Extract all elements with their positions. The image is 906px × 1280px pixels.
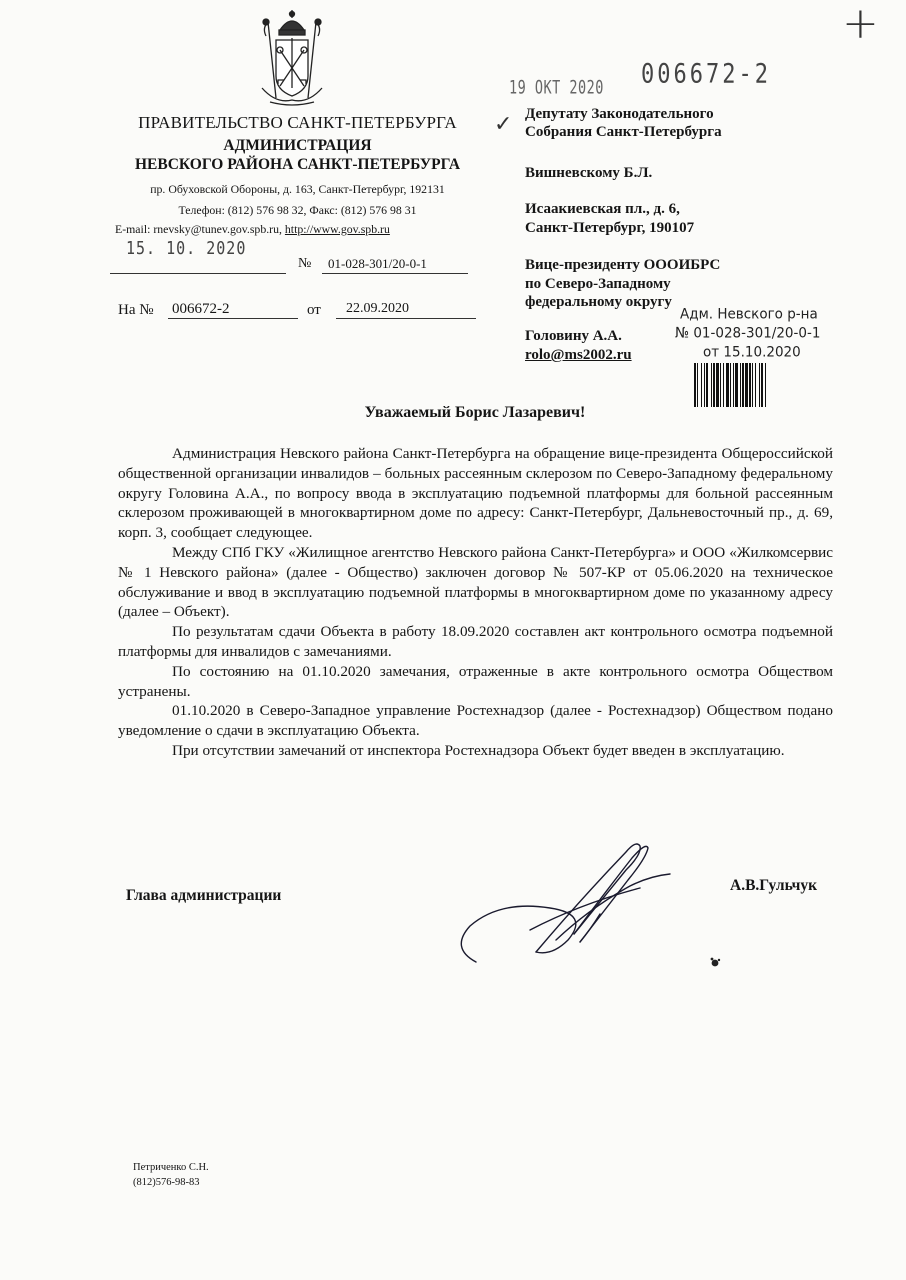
administration-subtitle: НЕВСКОГО РАЙОНА САНКТ-ПЕТЕРБУРГА	[134, 156, 461, 173]
body-paragraph: 01.10.2020 в Северо-Западное управление Ростехнадзор (далее - Ростехнадзор) Обществом подано уведомление о сдачи в эксплуатацию Объекта.	[118, 702, 833, 740]
incoming-date-stamp: 19 ОКТ 2020	[509, 77, 604, 99]
reference-underline	[168, 318, 298, 319]
vice-president-line3: федеральному округу	[525, 294, 672, 310]
registration-stamp-line3: от 15.10.2020	[703, 343, 801, 361]
body-paragraph: По состоянию на 01.10.2020 замечания, отраженные в акте контрольного осмотра Обществом устранены.	[118, 662, 833, 700]
sender-website-link[interactable]: http://www.gov.spb.ru	[284, 222, 390, 236]
reference-from-label: от	[307, 302, 321, 318]
coat-of-arms-icon	[258, 8, 326, 112]
vice-president-email-link[interactable]: rolo@ms2002.ru	[525, 347, 632, 363]
recipient-address-line1: Исаакиевская пл., д. 6,	[525, 201, 680, 217]
sender-phone-fax: Телефон: (812) 576 98 32, Факс: (812) 576 98 31	[178, 203, 417, 217]
ink-blot-icon	[708, 955, 722, 969]
registration-stamp-line1: Адм. Невского р-на	[680, 305, 818, 323]
vice-president-line2: по Северо-Западному	[525, 276, 671, 292]
registration-stamp-line2: № 01-028-301/20-0-1	[675, 324, 821, 342]
recipient-name: Вишневскому Б.Л.	[525, 165, 653, 181]
body-paragraph: Между СПб ГКУ «Жилищное агентство Невского района Санкт-Петербурга» и ООО «Жилкомсервис № 1 Невского района» (далее - Общество) заключен договор № 507-КР от 05.06.2020 на техническое обслуживание и ввод в эксплуатацию подъемной платформы в многоквартирном доме по указанному адресу (далее – Объект).	[118, 543, 833, 621]
outgoing-number-label: №	[298, 256, 312, 271]
barcode-icon	[693, 363, 825, 407]
email-prefix: E-mail:	[115, 222, 154, 236]
vice-president-line1: Вице-президенту ОООИБРС	[525, 257, 721, 273]
body-paragraph: При отсутствии замечаний от инспектора Ростехнадзора Объект будет введен в эксплуатацию.	[172, 741, 785, 759]
government-title: ПРАВИТЕЛЬСТВО САНКТ-ПЕТЕРБУРГА	[138, 113, 457, 132]
sender-email-line	[115, 222, 495, 237]
body-paragraph: Администрация Невского района Санкт-Петербурга на обращение вице-президента Общероссийской общественной организации инвалидов – больных рассеянным склерозом по Северо-Западному федеральному округу Головина А.А., по вопросу ввода в эксплуатацию подъемной платформы для больной рассеянным склерозом проживающей в многоквартирном доме по адресу: Санкт-Петербург, Дальневосточный пр., д. 69, корп. 3, сообщает следующее.	[118, 445, 833, 542]
reference-number: 006672-2	[172, 301, 230, 317]
body-paragraph: По результатам сдачи Объекта в работу 18.09.2020 составлен акт контрольного осмотра подъемной платформы для инвалидов с замечаниями.	[118, 623, 833, 660]
executor-name: Петриченко С.Н.	[133, 1162, 209, 1173]
sender-email: rnevsky@tunev.gov.spb.ru	[153, 222, 279, 236]
signatory-role: Глава администрации	[126, 887, 282, 904]
reference-date-underline	[336, 318, 476, 319]
signatory-name: А.В.Гульчук	[730, 877, 818, 894]
signature-icon	[440, 830, 720, 990]
salutation: Уважаемый Борис Лазаревич!	[364, 404, 586, 421]
recipient-address-line2: Санкт-Петербург, 190107	[525, 220, 695, 236]
recipient-title-line2: Собрания Санкт-Петербурга	[525, 124, 722, 140]
letter-body	[118, 444, 833, 761]
corner-plus-mark: +	[842, 0, 879, 49]
recipient-title-line1: Депутату Законодательного	[525, 106, 714, 122]
number-underline	[322, 273, 468, 274]
sender-address: пр. Обуховской Обороны, д. 163, Санкт-Петербург, 192131	[150, 182, 445, 196]
check-mark-icon: ✓	[494, 112, 513, 137]
outgoing-number: 01-028-301/20-0-1	[328, 256, 427, 271]
incoming-number-stamp: 006672-2	[641, 59, 771, 90]
email-separator: ,	[279, 222, 285, 236]
executor-phone: (812)576-98-83	[133, 1177, 200, 1188]
reference-date: 22.09.2020	[346, 301, 409, 316]
date-underline	[110, 273, 286, 274]
outgoing-date-stamp: 15. 10. 2020	[126, 237, 247, 259]
reference-label: На №	[118, 302, 154, 318]
vice-president-name: Головину А.А.	[525, 328, 622, 344]
administration-title: АДМИНИСТРАЦИЯ	[223, 137, 372, 154]
